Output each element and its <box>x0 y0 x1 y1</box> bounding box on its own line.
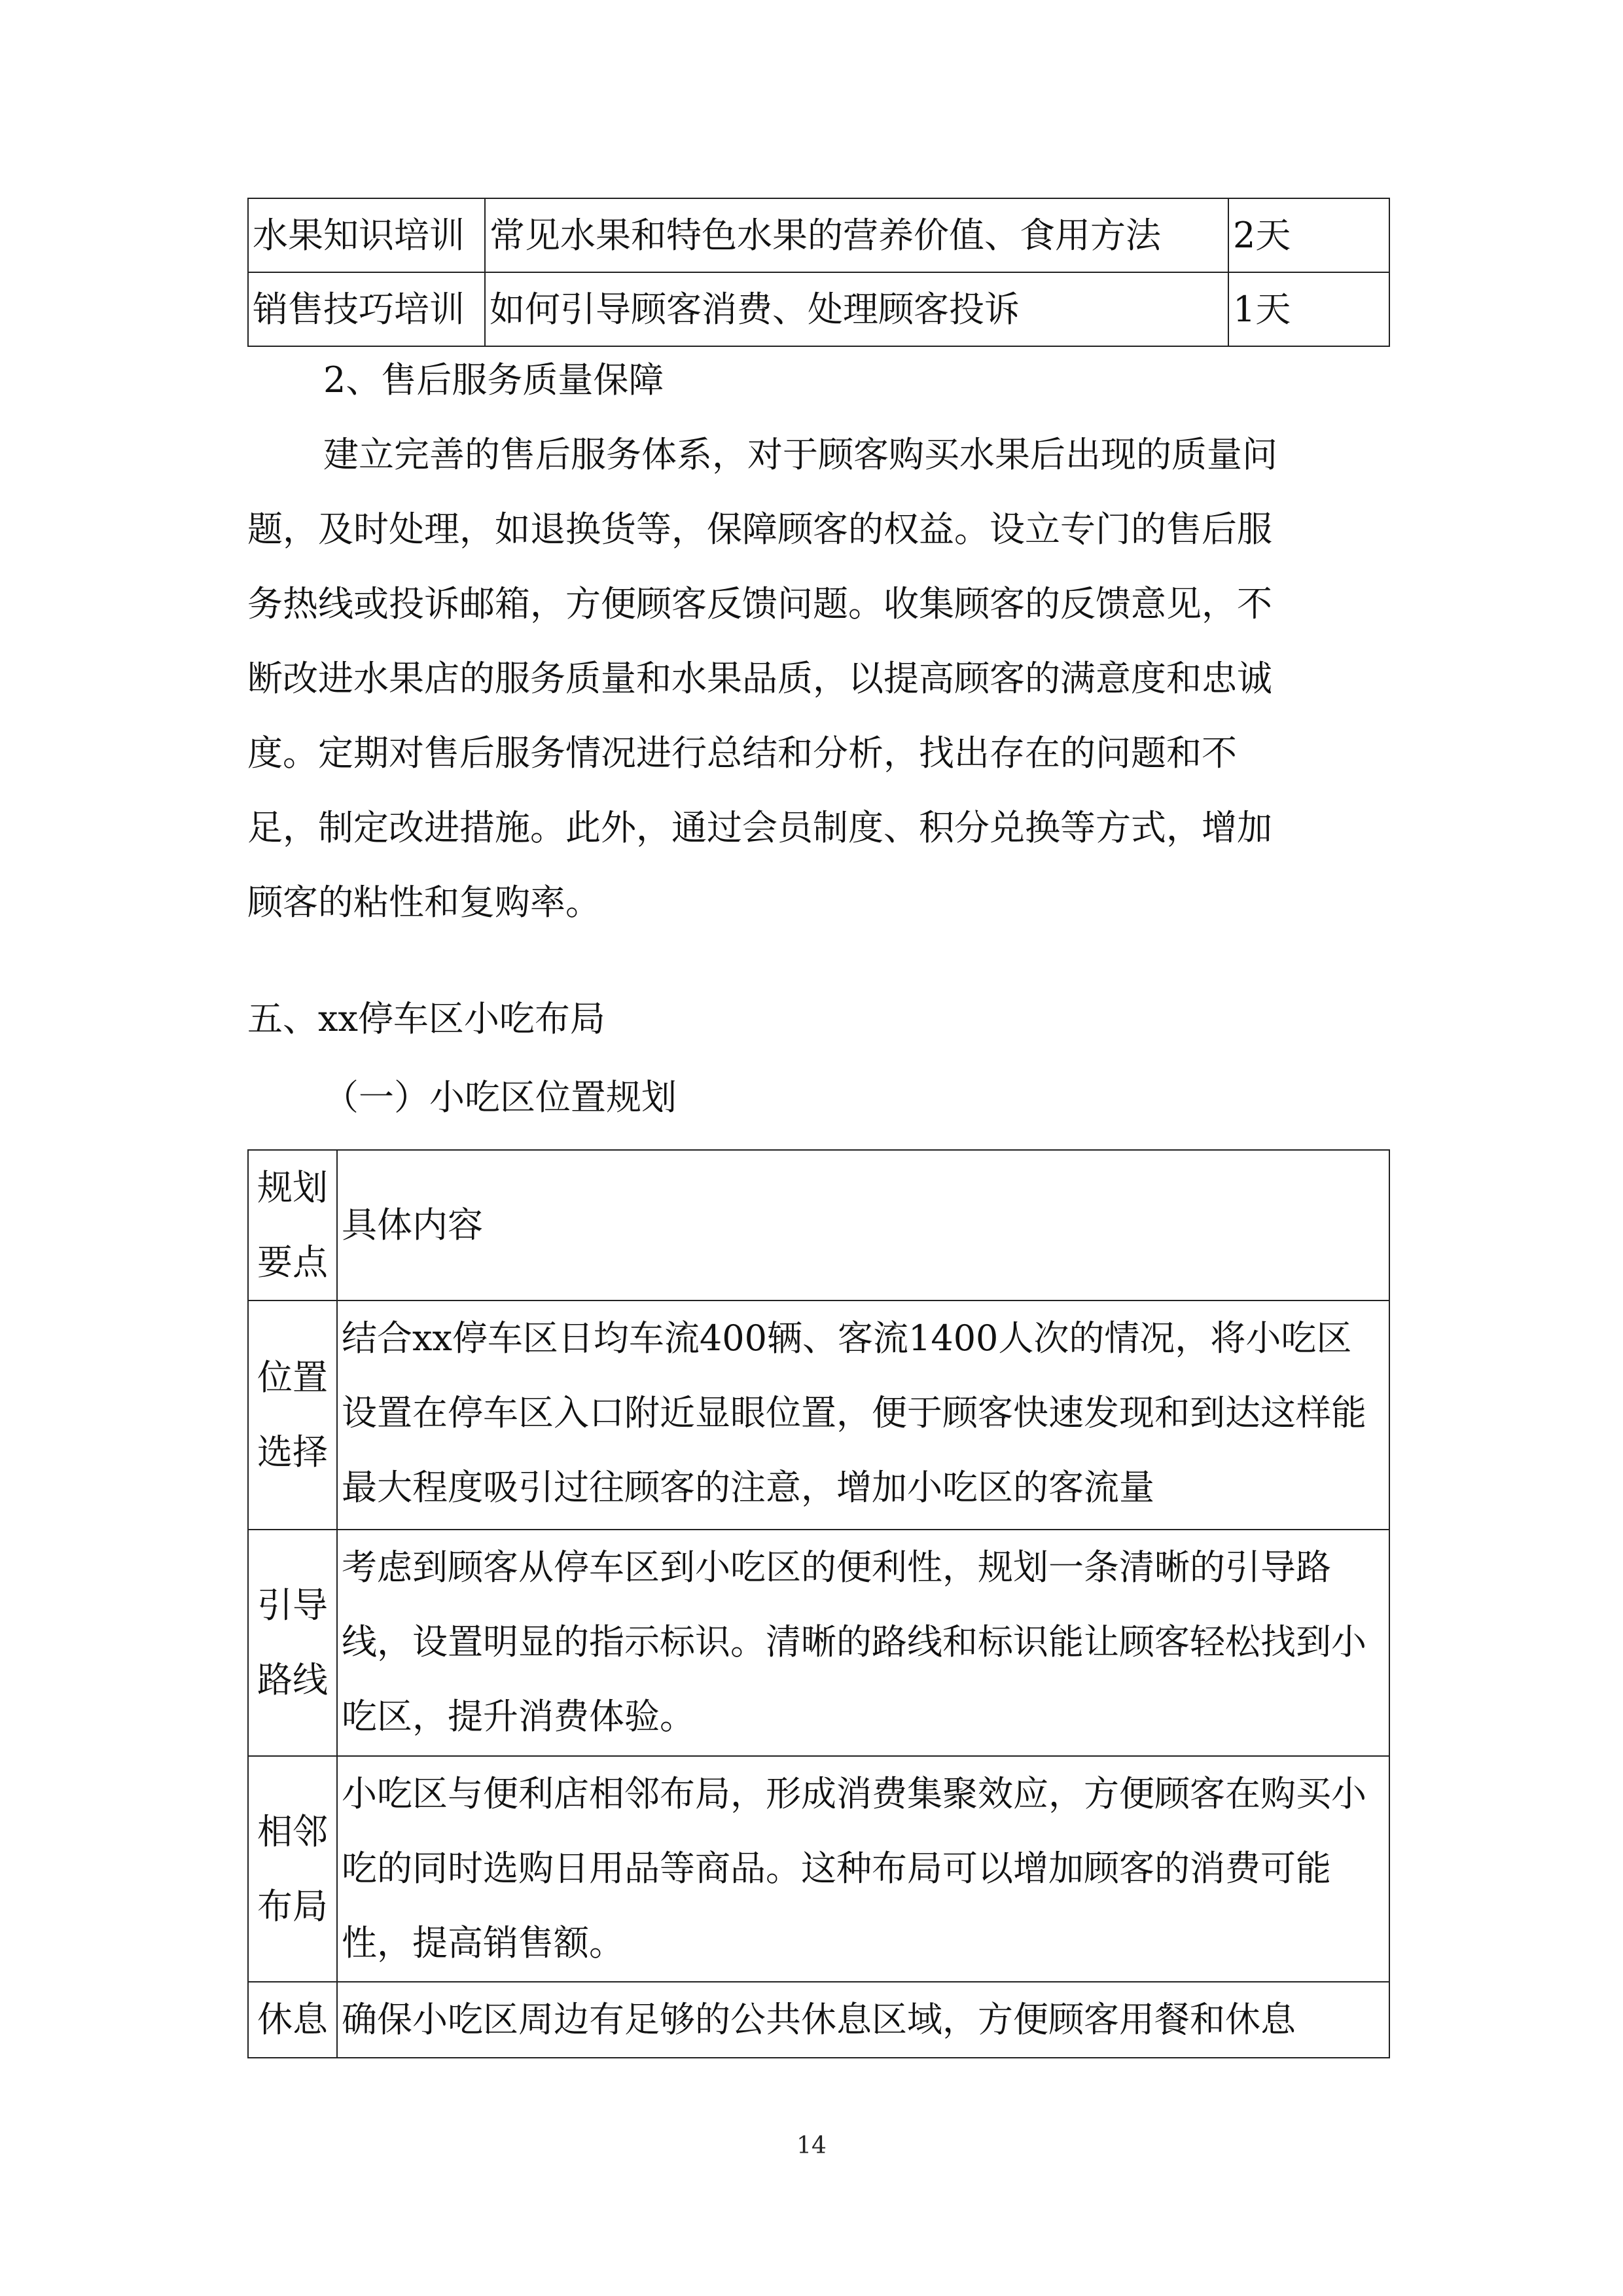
key-line: 相邻 <box>257 1810 328 1852</box>
section-heading-five: 五、xx停车区小吃布局 <box>247 998 605 1039</box>
training-name-cell: 销售技巧培训 <box>248 272 485 346</box>
content-header-cell <box>337 1150 1389 1300</box>
training-content-cell: 常见水果和特色水果的营养价值、食用方法 <box>485 198 1228 272</box>
content-text: 小吃区与便利店相邻布局，形成消费集聚效应，方便顾客在购买小吃的同时选购日用品等商品。这种布局可以增加顾客的消费可能性，提高销售额。 <box>342 1773 1366 1964</box>
paragraph-line: 建立完善的售后服务体系，对于顾客购买水果后出现的质量问 <box>323 434 1277 475</box>
key-line: 选择 <box>257 1431 328 1473</box>
key-cell <box>248 1530 337 1756</box>
page-number: 14 <box>796 2132 827 2159</box>
content-cell <box>337 1300 1389 1530</box>
layout-table <box>247 1149 1390 2058</box>
key-line: 路线 <box>257 1659 328 1700</box>
paragraph-line: 足，制定改进措施。此外，通过会员制度、积分兑换等方式，增加 <box>247 807 1272 848</box>
training-duration-cell: 1天 <box>1228 272 1389 346</box>
key-cell <box>248 1756 337 1982</box>
subsection-heading: （一）小吃区位置规划 <box>323 1077 677 1118</box>
key-line: 位置 <box>257 1357 328 1398</box>
key-cell <box>248 1300 337 1530</box>
training-name-cell: 水果知识培训 <box>248 198 485 272</box>
paragraph-line: 务热线或投诉邮箱，方便顾客反馈问题。收集顾客的反馈意见，不 <box>247 583 1272 624</box>
content-cell <box>337 1982 1389 2058</box>
key-cell <box>248 1150 337 1300</box>
content-cell <box>337 1530 1389 1756</box>
section-heading-after-sales: 2、售后服务质量保障 <box>323 359 664 401</box>
key-line: 规划 <box>257 1167 328 1208</box>
table-row <box>248 1300 1389 1530</box>
table-header-row <box>248 1150 1389 1300</box>
table-row <box>248 1982 1389 2058</box>
content-text: 确保小吃区周边有足够的公共休息区域，方便顾客用餐和休息 <box>342 1999 1296 2040</box>
content-text: 结合xx停车区日均车流400辆、客流1400人次的情况，将小吃区设置在停车区入口附近显眼位置，便于顾客快速发现和到达这样能最大程度吸引过往顾客的注意，增加小吃区的客流量 <box>342 1318 1366 1508</box>
key-cell <box>248 1982 337 2058</box>
key-line: 休息 <box>257 1999 328 2040</box>
table-row <box>248 1756 1389 1982</box>
content-text: 考虑到顾客从停车区到小吃区的便利性，规划一条清晰的引导路线，设置明显的指示标识。清晰的路线和标识能让顾客轻松找到小吃区，提升消费体验。 <box>342 1547 1366 1737</box>
paragraph-line: 断改进水果店的服务质量和水果品质，以提高顾客的满意度和忠诚 <box>247 658 1272 699</box>
paragraph-line: 顾客的粘性和复购率。 <box>247 882 601 923</box>
key-line: 布局 <box>257 1885 328 1927</box>
table-row <box>248 1530 1389 1756</box>
key-line: 要点 <box>257 1242 328 1283</box>
paragraph-line: 题，及时处理，如退换货等，保障顾客的权益。设立专门的售后服 <box>247 509 1272 550</box>
content-header: 具体内容 <box>342 1204 483 1246</box>
training-content-cell: 如何引导顾客消费、处理顾客投诉 <box>485 272 1228 346</box>
key-line: 引导 <box>257 1585 328 1626</box>
table-row <box>248 272 1389 346</box>
paragraph-line: 度。定期对售后服务情况进行总结和分析，找出存在的问题和不 <box>247 732 1237 774</box>
table-row <box>248 198 1389 272</box>
training-duration-cell: 2天 <box>1228 198 1389 272</box>
training-table <box>247 198 1390 347</box>
content-cell <box>337 1756 1389 1982</box>
